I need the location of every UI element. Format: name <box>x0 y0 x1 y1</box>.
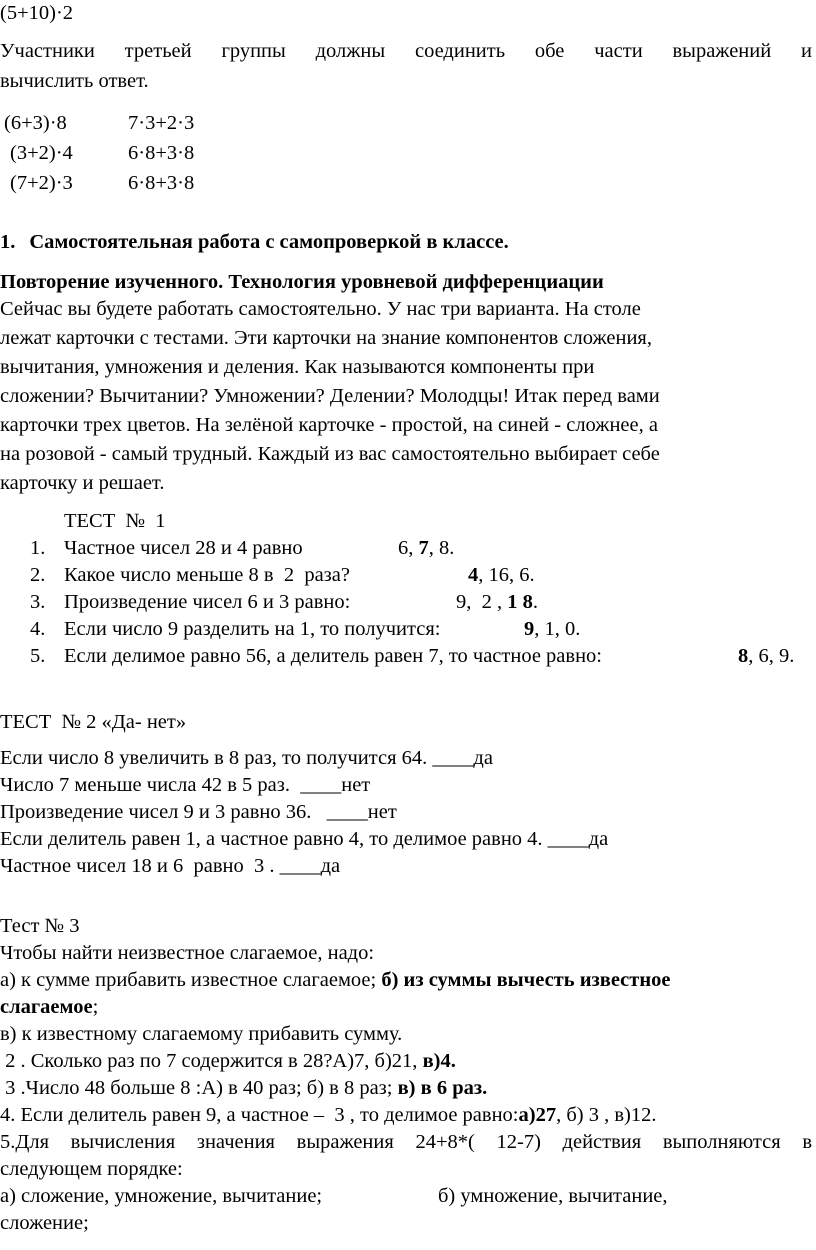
task-line-2: вычислить ответ. <box>0 70 149 92</box>
test1-item-num: 2. <box>30 564 46 586</box>
q2-correct: в)4. <box>422 1050 456 1072</box>
section-subheading <box>0 269 604 295</box>
option-a: а) к сумме прибавить известное слагаемое; <box>0 969 382 991</box>
test1-item-num: 3. <box>30 591 46 613</box>
para-line: карточку и решает. <box>0 472 165 494</box>
q3-correct: в) в 6 раз. <box>397 1077 488 1099</box>
section-subheading-text: Повторение изученного. Технология уровневой дифференциации <box>0 271 604 293</box>
test1-item-question: Какое число меньше 8 в 2 раза? <box>64 564 350 586</box>
pair-left-2: (3+2)·4 <box>10 142 73 164</box>
q3-text: 3 .Число 48 больше 8 :А) в 40 раз; б) в 8 раз; <box>0 1077 398 1099</box>
option-b-tail: ; <box>92 996 99 1018</box>
test3-q5-option-b: б) умножение, вычитание, <box>438 1185 668 1207</box>
answer-part: , 1, 0. <box>534 618 581 640</box>
answer-part: , 8. <box>428 537 455 559</box>
test3-q5-line2: следующем порядке: <box>0 1158 183 1180</box>
test2-line: Если число 8 увеличить в 8 раз, то получится 64. ____да <box>0 747 493 769</box>
expression-top: (5+10)·2 <box>0 2 74 24</box>
test1-title: ТЕСТ № 1 <box>64 510 166 532</box>
test2-line: Если делитель равен 1, а частное равно 4, то делимое равно 4. ____да <box>0 828 609 850</box>
q2-text: 2 . Сколько раз по 7 содержится в 28?А)7, б)21, <box>0 1050 423 1072</box>
pair-left-1: (6+3)·8 <box>4 112 67 134</box>
pair-right-2: 6·8+3·8 <box>128 142 195 164</box>
pair-left-3: (7+2)·3 <box>10 172 73 194</box>
test2-line: Частное чисел 18 и 6 равно 3 . ____да <box>0 855 341 877</box>
section-heading-text: Самостоятельная работа с самопроверкой в классе. <box>29 231 509 253</box>
option-b-correct-cont: слагаемое <box>0 996 93 1018</box>
answer-part: 9, 2 , <box>456 591 508 613</box>
test1-item-question: Если делимое равно 56, а делитель равен 7, то частное равно: <box>64 645 602 667</box>
test2-line: Число 7 меньше числа 42 в 5 раз. ____нет <box>0 774 371 796</box>
test1-item-num: 5. <box>30 645 46 667</box>
q4-correct: а)27 <box>518 1104 557 1126</box>
test1-item-answers <box>456 589 538 615</box>
test1-item-answers <box>524 616 580 642</box>
test3-q5-line1: 5.Для вычисления значения выражения 24+8*( 12-7) действия выполняются в <box>0 1131 812 1153</box>
test3-q5-option-b-cont: сложение; <box>0 1212 89 1234</box>
q4-tail: , б) 3 , в)12. <box>556 1104 657 1126</box>
test3-q1-options <box>0 967 671 993</box>
test1-item-answers <box>468 562 535 588</box>
para-line: вычитания, умножения и деления. Как называются компоненты при <box>0 356 595 378</box>
para-line: карточки трех цветов. На зелёной карточке - простой, на синей - сложнее, а <box>0 414 658 436</box>
option-b-correct: б) из суммы вычесть известное <box>381 969 671 991</box>
answer-part: , 16, 6. <box>478 564 535 586</box>
test1-item-question: Произведение чисел 6 и 3 равно: <box>64 591 351 613</box>
section-heading-num: 1. <box>0 231 16 253</box>
para-line: на розовой - самый трудный. Каждый из вас самостоятельно выбирает себе <box>0 443 660 465</box>
test3-q1-options-cont <box>0 994 98 1020</box>
test3-q3 <box>0 1075 487 1101</box>
answer-part: 6, <box>398 537 419 559</box>
test2-line: Произведение чисел 9 и 3 равно 36. ____нет <box>0 801 397 823</box>
answer-correct: 7 <box>418 537 429 559</box>
test1-item-question: Частное чисел 28 и 4 равно <box>64 537 303 559</box>
test1-item-answers <box>398 535 454 561</box>
test3-q2 <box>0 1048 456 1074</box>
pair-right-3: 6·8+3·8 <box>128 172 195 194</box>
answer-correct: 9 <box>524 618 535 640</box>
pair-right-1: 7·3+2·3 <box>128 112 195 134</box>
para-line: лежат карточки с тестами. Эти карточки на знание компонентов сложения, <box>0 327 652 349</box>
test1-item-num: 1. <box>30 537 46 559</box>
para-line: сложении? Вычитании? Умножении? Делении? Молодцы! Итак перед вами <box>0 385 660 407</box>
test3-q4 <box>0 1102 656 1128</box>
para-line: Сейчас вы будете работать самостоятельно. У нас три варианта. На столе <box>0 298 641 320</box>
test1-item-num: 4. <box>30 618 46 640</box>
test2-title: ТЕСТ № 2 «Да- нет» <box>0 711 187 733</box>
answer-part: , 6, 9. <box>748 645 795 667</box>
answer-correct: 1 8 <box>507 591 533 613</box>
test3-q1: Чтобы найти неизвестное слагаемое, надо: <box>0 942 375 964</box>
answer-correct: 8 <box>738 645 749 667</box>
answer-correct: 4 <box>468 564 479 586</box>
q4-text: 4. Если делитель равен 9, а частное – 3 , то делимое равно: <box>0 1104 519 1126</box>
test1-item-question: Если число 9 разделить на 1, то получится: <box>64 618 441 640</box>
section-heading <box>0 229 509 255</box>
answer-part: . <box>532 591 538 613</box>
test3-title: Тест № 3 <box>0 915 80 937</box>
test1-item-answers <box>738 643 794 669</box>
test3-q5-option-a: а) сложение, умножение, вычитание; <box>0 1185 323 1207</box>
test3-q1-option-c: в) к известному слагаемому прибавить сумму. <box>0 1023 403 1045</box>
task-line-1: Участники третьей группы должны соединить обе части выражений и <box>0 40 812 62</box>
